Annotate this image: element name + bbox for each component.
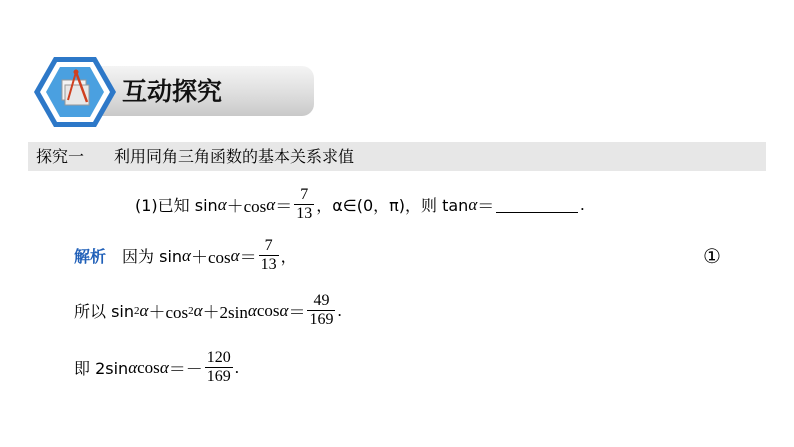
alpha-symbol: α <box>468 194 478 214</box>
fraction <box>307 292 335 329</box>
solution-line1-plus: ＋cos <box>190 248 231 267</box>
fraction-denominator: 169 <box>309 311 334 328</box>
solution-line-2: 所以 sin 2 α ＋cos 2 α ＋2sin α cos α ＝ $\frac{49}{169}$ . <box>74 292 342 328</box>
section-label: 探究一 <box>36 147 85 166</box>
alpha-symbol: α <box>217 194 227 214</box>
fraction-denominator: 169 <box>206 368 231 385</box>
fraction-numerator: 49 <box>313 292 330 309</box>
problem-end: . <box>580 194 585 214</box>
problem-eq2: ＝ <box>477 197 495 216</box>
alpha-symbol: α <box>182 245 191 265</box>
fraction-numerator: 7 <box>300 186 309 203</box>
problem-line <box>135 186 585 223</box>
solution-line2-mid: ＋2sin <box>202 303 248 322</box>
alpha-symbol: α <box>193 300 203 320</box>
solution-line1-eq: ＝ <box>239 248 257 267</box>
solution-line1-end: ， <box>280 247 297 266</box>
problem-plus-cos: ＋cos <box>226 197 267 216</box>
fraction-numerator: 120 <box>206 349 231 366</box>
section-bar <box>28 142 766 171</box>
alpha-symbol: α <box>279 300 289 320</box>
alpha-symbol: α <box>266 194 276 214</box>
alpha-symbol: α <box>247 300 257 320</box>
solution-line-1 <box>74 237 297 274</box>
hexagon-badge-icon <box>32 54 118 130</box>
solution-line3-prefix: 即 2sin <box>74 359 129 378</box>
solution-line1-prefix: 因为 sin <box>122 247 183 266</box>
solution-line2-eq: ＝ <box>288 303 306 322</box>
fraction-denominator: 13 <box>296 205 313 222</box>
fraction-denominator: 13 <box>260 256 277 273</box>
banner-title: 互动探究 <box>122 77 223 106</box>
alpha-symbol: α <box>230 245 240 265</box>
solution-line-3 <box>74 349 239 386</box>
problem-prefix: (1)已知 sin <box>135 196 218 215</box>
fraction <box>294 186 314 223</box>
alpha-symbol: α <box>128 357 138 377</box>
fraction-numerator: 7 <box>264 237 273 254</box>
alpha-symbol: α <box>159 357 169 377</box>
solution-line2-cosa: cos <box>256 300 280 320</box>
solution-line2-cos: ＋cos <box>148 303 189 322</box>
section-title: 利用同角三角函数的基本关系求值 <box>114 147 355 166</box>
fraction <box>205 349 233 386</box>
solution-line2-end: . <box>337 300 342 320</box>
equation-marker: ① <box>703 244 721 268</box>
problem-condition: ，α∈(0，π)，则 tan <box>316 196 469 215</box>
solution-line3-eq: ＝－ <box>168 360 203 379</box>
alpha-symbol: α <box>139 300 149 320</box>
fraction <box>259 237 279 274</box>
answer-blank[interactable] <box>496 196 578 213</box>
solution-label: 解析 <box>74 247 107 266</box>
solution-line3-cos: cos <box>137 357 160 377</box>
solution-line3-end: . <box>234 357 239 377</box>
solution-line2-prefix: 所以 sin <box>74 302 135 321</box>
problem-eq: ＝ <box>275 197 293 216</box>
